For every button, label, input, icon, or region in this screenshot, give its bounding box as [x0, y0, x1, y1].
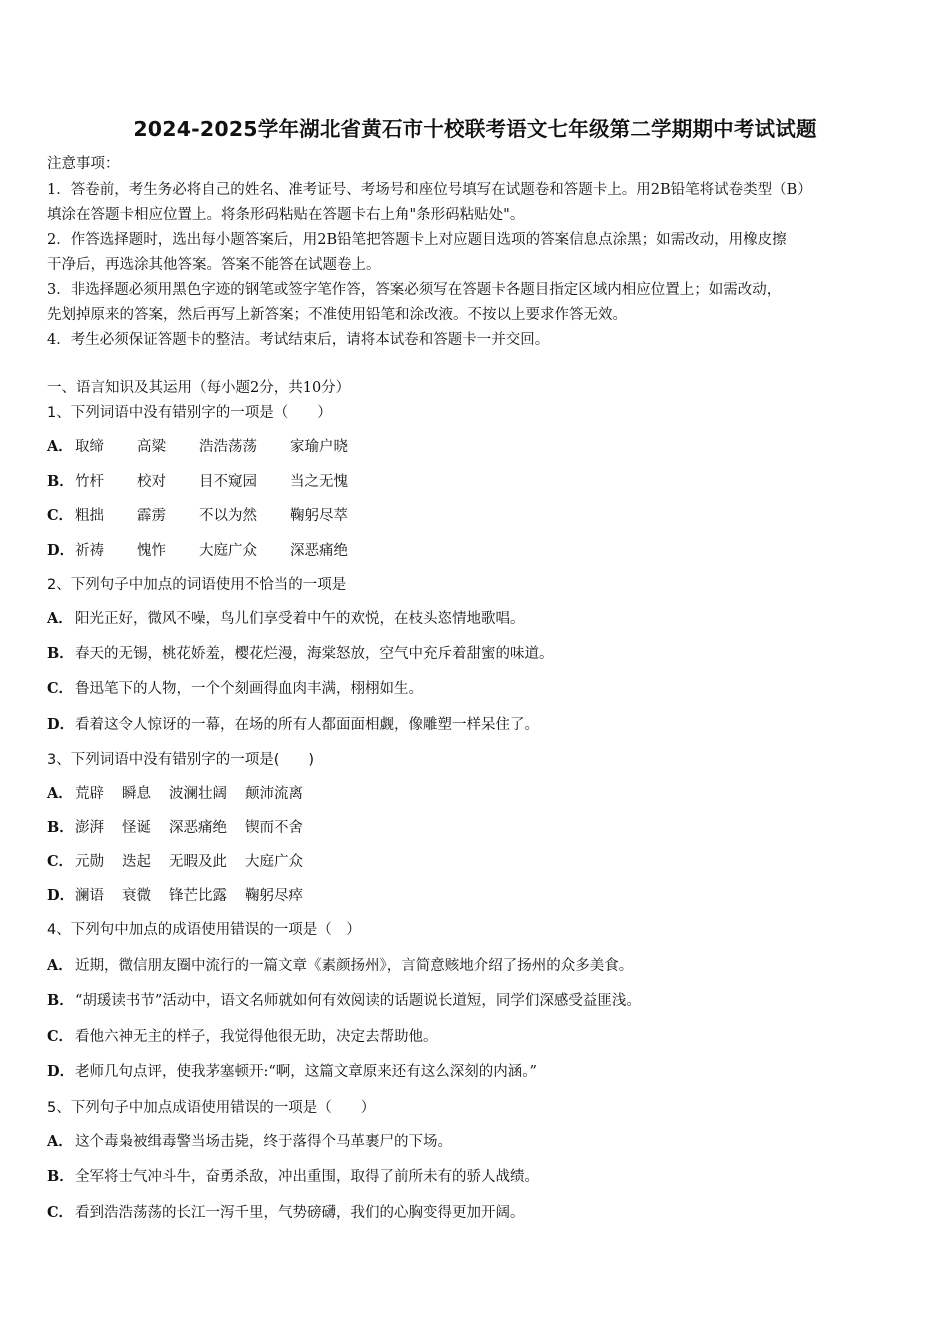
option-label: A． — [47, 957, 73, 974]
option-text: 老师几句点评，使我茅塞顿开:“啊，这篇文章原来还有这么深刻的内涵。” — [75, 1064, 537, 1080]
option-d — [47, 1060, 537, 1081]
notice-line: 1．答卷前，考生务必将自己的姓名、准考证号、考场号和座位号填写在试题卷和答题卡上。用2B铅笔将试卷类型（B） — [47, 182, 812, 198]
option-text: 全军将士气冲斗牛，奋勇杀敌，冲出重围，取得了前所未有的骄人战绩。 — [75, 1169, 539, 1185]
option-text: 阳光正好，微风不噪，鸟儿们享受着中午的欢悦，在枝头恣情地歌唱。 — [75, 611, 525, 627]
option-word: 取缔 — [75, 439, 104, 455]
option-word: 衰微 — [122, 888, 151, 904]
option-a — [47, 1130, 452, 1151]
option-d — [47, 713, 539, 734]
option-text: 春天的无锡，桃花娇羞，樱花烂漫，海棠怒放，空气中充斥着甜蜜的味道。 — [75, 646, 554, 662]
question-stem: 1、下列词语中没有错别字的一项是（ ） — [47, 405, 332, 421]
option-label: C． — [47, 1204, 74, 1221]
option-label: B． — [47, 473, 74, 490]
notice-line: 填涂在答题卡相应位置上。将条形码粘贴在答题卡右上角"条形码粘贴处"。 — [47, 207, 525, 223]
option-label: C． — [47, 507, 74, 524]
option-c — [47, 677, 423, 698]
question-stem: 2、下列句子中加点的词语使用不恰当的一项是 — [47, 577, 347, 593]
option-word: 浩浩荡荡 — [199, 439, 257, 455]
option-word: 祈祷 — [75, 543, 104, 559]
option-word: 澎湃 — [75, 820, 104, 836]
notice-line: 干净后，再选涂其他答案。答案不能答在试题卷上。 — [47, 257, 381, 273]
notice-line: 2．作答选择题时，选出每小题答案后，用2B铅笔把答题卡上对应题目选项的答案信息点涂黑；如需改动，用橡皮擦 — [47, 232, 787, 248]
option-d — [47, 884, 321, 905]
option-label: B． — [47, 992, 74, 1009]
option-text: 鲁迅笔下的人物，一个个刻画得血肉丰满，栩栩如生。 — [75, 681, 423, 697]
option-c — [47, 850, 321, 871]
option-label: B． — [47, 819, 74, 836]
option-word: 鞠躬尽萃 — [290, 508, 348, 524]
option-d — [47, 539, 381, 560]
section-heading: 一、语言知识及其运用（每小题2分，共10分） — [47, 380, 351, 396]
option-word: 无暇及此 — [169, 854, 227, 870]
notice-line: 4．考生必须保证答题卡的整洁。考试结束后，请将本试卷和答题卡一并交回。 — [47, 332, 550, 348]
option-word: 校对 — [137, 474, 166, 490]
option-word: 目不窥园 — [199, 474, 257, 490]
option-label: D． — [47, 887, 75, 904]
option-text: 看到浩浩荡荡的长江一泻千里，气势磅礴，我们的心胸变得更加开阔。 — [75, 1205, 525, 1221]
option-label: A． — [47, 785, 73, 802]
option-word: 荒辟 — [75, 786, 104, 802]
option-a — [47, 782, 321, 803]
option-word: 竹杆 — [75, 474, 104, 490]
option-word: 大庭广众 — [199, 543, 257, 559]
option-label: B． — [47, 1168, 74, 1185]
option-label: D． — [47, 1063, 75, 1080]
notice-line: 3．非选择题必须用黑色字迹的钢笔或签字笔作答，答案必须写在答题卡各题目指定区域内相应位置上；如需改动， — [47, 282, 782, 298]
question-stem: 3、下列词语中没有错别字的一项是( ) — [47, 752, 315, 768]
option-label: D． — [47, 716, 75, 733]
option-label: C． — [47, 853, 74, 870]
exam-title: 2024-2025学年湖北省黄石市十校联考语文七年级第二学期期中考试试题 — [133, 117, 817, 141]
option-word: 怪诞 — [122, 820, 151, 836]
question-stem: 5、下列句子中加点成语使用错误的一项是（ ） — [47, 1100, 376, 1116]
option-a — [47, 435, 381, 456]
option-word: 深恶痛绝 — [290, 543, 348, 559]
option-word: 深恶痛绝 — [169, 820, 227, 836]
option-word: 家瑜户晓 — [290, 439, 348, 455]
option-c — [47, 1201, 525, 1222]
option-word: 当之无愧 — [290, 474, 348, 490]
option-word: 瞬息 — [122, 786, 151, 802]
option-word: 鞠躬尽瘁 — [245, 888, 303, 904]
option-label: A． — [47, 610, 73, 627]
option-text: 看着这令人惊讶的一幕，在场的所有人都面面相觑，像雕塑一样呆住了。 — [75, 717, 539, 733]
option-c — [47, 1025, 438, 1046]
option-word: 颠沛流离 — [245, 786, 303, 802]
option-b — [47, 989, 641, 1010]
option-label: A． — [47, 1133, 73, 1150]
option-word: 锋芒比露 — [169, 888, 227, 904]
option-a — [47, 954, 633, 975]
question-stem: 4、下列句中加点的成语使用错误的一项是（ ） — [47, 922, 361, 938]
notice-heading: 注意事项： — [47, 156, 120, 172]
option-c — [47, 504, 381, 525]
option-label: B． — [47, 645, 74, 662]
option-word: 粗拙 — [75, 508, 104, 524]
option-label: C． — [47, 1028, 74, 1045]
option-word: 元勋 — [75, 854, 104, 870]
option-word: 愧怍 — [137, 543, 166, 559]
option-word: 波澜壮阔 — [169, 786, 227, 802]
option-label: D． — [47, 542, 75, 559]
option-b — [47, 816, 321, 837]
option-word: 不以为然 — [199, 508, 257, 524]
option-word: 高粱 — [137, 439, 166, 455]
option-word: 迭起 — [122, 854, 151, 870]
option-b — [47, 470, 381, 491]
option-b — [47, 642, 554, 663]
option-text: “胡瑗读书节”活动中，语文名师就如何有效阅读的话题说长道短，同学们深感受益匪浅。 — [75, 993, 641, 1009]
option-text: 近期，微信朋友圈中流行的一篇文章《素颜扬州》，言简意赅地介绍了扬州的众多美食。 — [75, 958, 634, 974]
option-label: C． — [47, 680, 74, 697]
option-text: 看他六神无主的样子，我觉得他很无助，决定去帮助他。 — [75, 1029, 438, 1045]
option-word: 霹雳 — [137, 508, 166, 524]
option-b — [47, 1165, 539, 1186]
option-word: 锲而不舍 — [245, 820, 303, 836]
option-text: 这个毒枭被缉毒警当场击毙，终于落得个马革裹尸的下场。 — [75, 1134, 452, 1150]
option-word: 大庭广众 — [245, 854, 303, 870]
option-label: A． — [47, 438, 73, 455]
option-a — [47, 607, 525, 628]
notice-line: 先划掉原来的答案，然后再写上新答案；不准使用铅笔和涂改液。不按以上要求作答无效。 — [47, 307, 627, 323]
option-word: 澜语 — [75, 888, 104, 904]
